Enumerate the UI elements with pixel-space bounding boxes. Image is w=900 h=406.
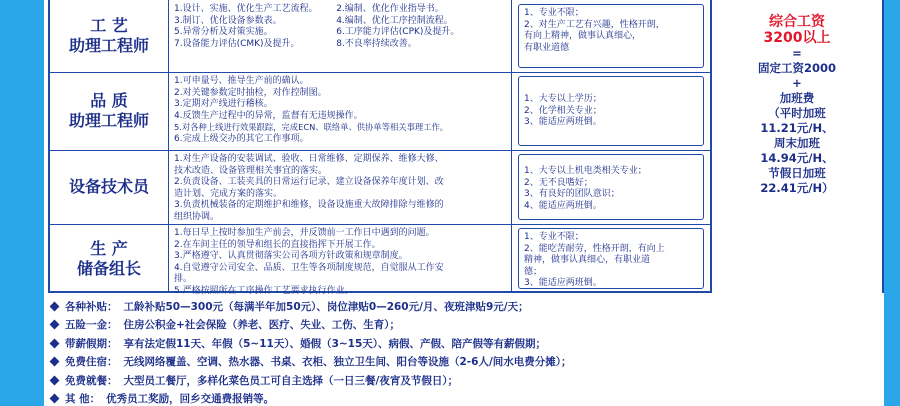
salary-line: 固定工资2000 [757,61,836,75]
requirement-item: 1、专业不限； [524,8,584,18]
benefit-item [48,353,868,372]
table-row [50,224,710,296]
position-title-line: 储备组长 [76,258,141,278]
benefit-label: 其 他： [65,393,101,406]
position-title [50,150,169,224]
benefit-label: 各种补贴： [65,300,118,313]
requirement-item: 3、能适应两班倒。 [524,117,602,128]
duty-item: 1.可申量号、推导生产前的确认。 [174,76,309,86]
position-requirements [512,0,710,72]
benefit-value: 工龄补贴50—300元（每满半年加50元）、岗位津贴0—260元/月、夜班津贴9元/天； [123,300,529,313]
position-title-line: 助理工程师 [68,36,149,55]
duty-item: 3.定期对产线进行稽核。 [174,99,273,110]
diamond-bullet-icon [50,338,60,348]
benefit-label: 免费住宿： [65,356,118,369]
requirement-item: 精神，做事认真细心，有职业道 [524,255,651,266]
table-row [50,72,710,151]
benefit-item [48,334,868,353]
requirement-item: 1、大专以上学历； [524,94,602,104]
salary-line: 22.41元/H） [760,181,834,195]
duty-item: 2.编制、优化作业指导书。 [336,4,444,14]
requirement-item: 3、能适应两班倒。 [524,278,602,289]
salary-line: （平时加班 [768,106,826,120]
requirement-item: 2、能吃苦耐劳，性格开朗，有向上 [524,243,665,254]
salary-heading: 综合工资 [769,14,825,30]
benefit-label: 免费就餐： [65,374,118,387]
duty-item: 3.制订、优化设备参数表。 [174,15,282,26]
position-duties [168,150,512,224]
salary-line: 加班费 [779,91,815,105]
duty-item: 1.设计、实施、优化生产工艺流程。 [174,4,318,14]
requirement-item: 有向上精神，做事认真细心， [524,31,642,42]
salary-line: 14.94元/H、 [760,151,834,165]
position-title-line: 助理工程师 [68,111,149,130]
duty-item: 5.异常分析及对策实施。 [174,27,273,38]
duty-item: 3.负责机械装备的定期维护和维修，设备设施重大故障排除与维修的 [174,200,444,211]
duty-item: 8.不良率持续改善。 [336,38,417,49]
position-title [50,72,169,150]
requirement-item: 2、无不良嗜好； [524,177,593,188]
position-title-line: 品 质 [90,91,128,110]
position-duties [168,0,512,72]
salary-line: 周末加班 [774,136,820,150]
benefit-value: 大型员工餐厅，多样化菜色员工可自主选择（一日三餐/夜宵及节假日）； [123,374,459,387]
duty-item: 4.编制、优化工序控制流程。 [336,15,453,26]
table-row [50,0,710,73]
position-requirements [512,150,710,224]
duty-item: 7.设备能力评估(CMK)及提升。 [174,38,300,49]
diamond-bullet-icon [50,357,60,367]
duty-item: 技术改造、设备管理相关事宜的落实。 [174,165,328,176]
salary-panel [712,0,884,293]
benefit-item [48,371,868,390]
diamond-bullet-icon [50,301,60,311]
duty-item: 排。 [174,274,193,285]
diamond-bullet-icon [50,320,60,330]
diamond-bullet-icon [50,394,60,404]
position-duties [168,224,512,296]
position-requirements [512,224,710,293]
benefit-value: 享有法定假11天、年假（5~11天）、婚假（3~15天）、病假、产假、陪产假等有薪假期； [123,337,547,350]
duty-item: 1.对生产设备的安装调试、验收、日常维修、定期保养、维修大修、 [174,154,444,164]
duty-item: 组织协调。 [174,211,220,222]
position-title [50,224,169,293]
benefit-value: 住房公积金+社会保险（养老、医疗、失业、工伤、生育）； [123,319,401,332]
salary-line: = [792,46,802,60]
duty-item: 1.每日早上按时参加生产前会，并反馈前一工作日中遇到的问题。 [174,228,435,238]
duty-item: 5.对各种上线进行效果跟踪，完成ECN、联络单、供协单等相关事理工作。 [174,122,449,133]
requirement-item: 2、化学相关专业； [524,105,602,116]
positions-table [48,0,712,296]
requirement-item: 1、大专以上机电类相关专业； [524,166,647,176]
salary-line: + [792,76,802,90]
requirement-item: 2、对生产工艺有兴趣，性格开朗， [524,19,665,30]
duty-item: 4.反馈生产过程中的异常，监督有无违规操作。 [174,110,363,121]
requirement-item: 1、专业不限； [524,232,584,242]
duty-item: 2.在车间主任的领导和组长的直接指挥下开展工作。 [174,239,381,250]
requirement-item: 德； [524,266,543,277]
benefit-item [48,316,868,335]
salary-line: 节假日加班 [768,166,826,180]
benefit-label: 带薪假期： [65,337,118,350]
duty-item: 5.严格按照所在工序操作工艺要求执行作业。 [174,285,354,296]
requirement-item: 3、有良好的团队意识； [524,189,620,200]
position-title-line: 设备技术员 [68,177,149,196]
duty-item: 2.对关键参数定时抽检，对作控制图。 [174,87,327,98]
salary-amount: 3200以上 [763,30,831,46]
requirement-item: 有职业道德 [524,42,570,53]
position-requirements [512,72,710,150]
benefits-list [48,297,868,406]
table-row [50,150,710,225]
duty-item: 3.严格遵守、认真贯彻落实公司各项方针政策和规章制度。 [174,251,408,262]
salary-line: 11.21元/H、 [760,121,834,135]
diamond-bullet-icon [50,375,60,385]
benefit-label: 五险一金： [65,319,118,332]
duty-item: 2.负责设备、工装夹具的日常运行记录、建立设备保养年度计划、改 [174,177,444,188]
position-title-line: 工 艺 [90,16,128,35]
position-title-line: 生 产 [90,238,128,258]
benefit-value: 无线网络覆盖、空调、热水器、书桌、衣柜、独立卫生间、阳台等设施（2-6人/间水电费分摊）； [123,356,572,369]
duty-item: 6.完成上级交办的其它工作事项。 [174,133,309,144]
duty-item: 造计划、完成方案的落实。 [174,188,283,199]
duty-item: 4.自觉遵守公司安全、品质、卫生等各项制度规范，自觉服从工作安 [174,262,444,273]
duty-item: 6.工序能力评估(CPK)及提升。 [336,27,460,38]
position-duties [168,72,512,150]
benefit-item [48,297,868,316]
requirement-item: 4、能适应两班倒。 [524,200,602,211]
benefit-value: 优秀员工奖励，回乡交通费报销等。 [106,393,275,406]
position-title [50,0,169,72]
benefit-item [48,390,868,406]
